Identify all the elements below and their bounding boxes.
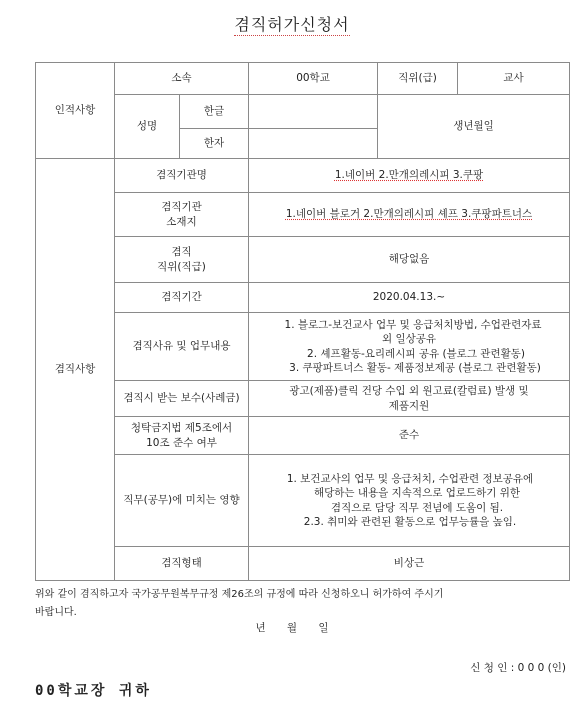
position-label: 직위(급) — [378, 63, 458, 95]
birth-date — [378, 95, 570, 159]
anti-graft-value: 준수 — [249, 417, 570, 455]
period-label: 겸직기간 — [115, 283, 249, 313]
list-item: 2. 셰프활동-요리레시피 공유 (블로그 관련활동) — [307, 347, 525, 360]
applicant-line: 신 청 인 : 0 0 0 (인) — [470, 662, 566, 674]
concurrent-position-value: 해당없음 — [249, 237, 570, 283]
hanja-value — [249, 129, 378, 159]
document-title: 겸직허가신청서 — [234, 15, 350, 34]
personal-section-label: 인적사항 — [36, 63, 115, 159]
pay-label: 겸직시 받는 보수(사례금) — [115, 381, 249, 417]
anti-graft-label: 청탁금지법 제5조에서 10조 준수 여부 — [115, 417, 249, 455]
form-label: 겸직형태 — [115, 547, 249, 581]
concurrent-section-label: 겸직사항 — [36, 159, 115, 581]
hanja-label: 한자 — [180, 129, 249, 159]
name-label: 성명 — [115, 95, 180, 159]
list-item: 2.3. 취미와 관련된 활동으로 업무능률을 높임. — [303, 515, 517, 528]
org-name-value: 1.네이버 2.만개의레시피 3.쿠팡 — [249, 159, 570, 193]
list-item: 외 일상공유 — [381, 333, 437, 346]
pay-value: 광고(제품)클릭 건당 수입 외 원고료(칼럼료) 발생 및 제품지원 — [249, 381, 570, 417]
list-item: 1. 보건교사의 업무 및 응급처치, 수업관련 정보공유에 — [286, 473, 534, 486]
period-value: 2020.04.13.~ — [249, 283, 570, 313]
statement: 위와 같이 겸직하고자 국가공무원복무규정 제26조의 규정에 따라 신청하오니 허가하여 주시기 바랍니다. — [35, 589, 444, 618]
concurrent-position-label: 겸직 직위(직급) — [115, 237, 249, 283]
birth-label: 생년월일 — [453, 120, 494, 133]
affiliation-value: 00학교 — [249, 63, 378, 95]
location-label: 겸직기관 소재지 — [115, 193, 249, 237]
list-item: 해당하는 내용을 지속적으로 업로드하기 위한 — [313, 487, 521, 500]
impact-value — [249, 455, 570, 547]
application-form-table — [35, 62, 570, 581]
reason-label: 겸직사유 및 업무내용 — [115, 313, 249, 381]
list-item: 3. 쿠팡파트너스 활동- 제품정보제공 (블로그 관련활동) — [289, 361, 541, 374]
form-value: 비상근 — [249, 547, 570, 581]
hangul-label: 한글 — [180, 95, 249, 129]
list-item: 1. 블로그-보건교사 업무 및 응급처치방법, 수업관련자료 — [284, 319, 542, 332]
reason-value — [249, 313, 570, 381]
location-value: 1.네이버 블로거 2.만개의레시피 셰프 3.쿠팡파트너스 — [249, 193, 570, 237]
position-value: 교사 — [458, 63, 570, 95]
affiliation-label: 소속 — [115, 63, 249, 95]
addressee: 00학교장 귀하 — [35, 683, 152, 699]
date-line: 년 월 일 — [255, 622, 329, 634]
hangul-value — [249, 95, 378, 129]
list-item: 겸직으로 담당 직무 전념에 도움이 됨. — [330, 501, 504, 514]
impact-label: 직무(공무)에 미치는 영향 — [115, 455, 249, 547]
org-name-label: 겸직기관명 — [115, 159, 249, 193]
